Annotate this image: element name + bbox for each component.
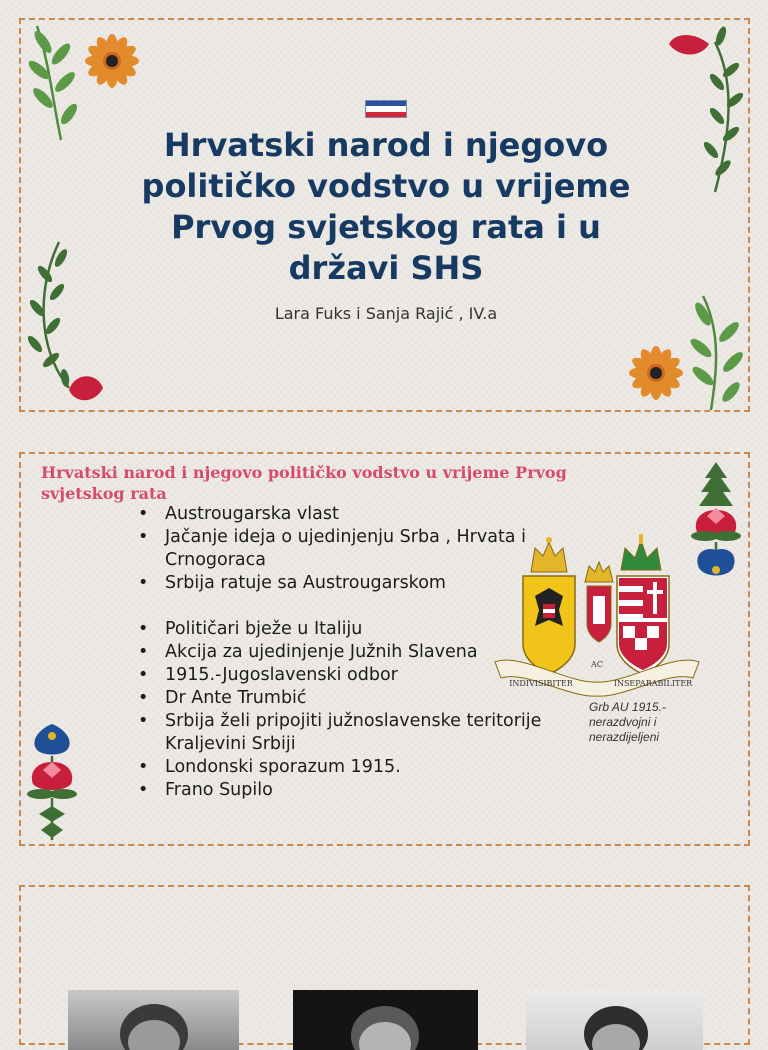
list-item: • Političari bježe u Italiju [138,618,578,641]
vine-with-red-bud-icon [23,238,105,410]
portrait-photo [293,990,478,1050]
list-item: • Srbija ratuje sa Austrougarskom [138,572,578,595]
title-slide[interactable] [19,18,750,412]
yugoslav-flag-icon [365,100,407,118]
portrait-silhouette-icon [526,990,703,1050]
content-slide[interactable] [19,452,750,846]
orange-flower-icon [83,32,141,90]
leaf-sprig-icon [23,22,85,142]
portrait-silhouette-icon [293,990,478,1050]
vine-with-red-bud-icon [665,22,749,202]
coat-of-arms-icon [489,534,705,704]
folk-flower-icon [23,722,81,846]
list-item: • Dr Ante Trumbić [138,687,578,710]
motto-middle: AC [591,660,603,669]
portrait-photo [68,990,239,1050]
list-item: • Londonski sporazum 1915. [138,756,578,779]
image-caption: Grb AU 1915.- nerazdvojni i nerazdijeljeni [589,700,666,744]
portrait-photo [526,990,703,1050]
folk-flower-icon [687,458,745,582]
list-item: • 1915.-Jugoslavenski odbor [138,664,578,687]
list-item: • Frano Supilo [138,779,578,802]
list-item: • Srbija želi pripojiti južnoslavenske teritorije Kraljevini Srbiji [138,710,578,756]
motto-left: INDIVISIBITER [509,679,573,688]
orange-flower-icon [627,344,685,402]
list-item: • Akcija za ujedinjenje Južnih Slavena [138,641,578,664]
flag-stripe-red [366,112,406,117]
motto-right: INSEPARABILITER [613,679,693,688]
list-item: • Jačanje ideja o ujedinjenju Srba , Hrvata i Crnogoraca [138,526,578,572]
slide-heading: Hrvatski narod i njegovo političko vodstvo u vrijeme Prvog svjetskog rata [41,463,567,503]
page-title: Hrvatski narod i njegovo političko vodstvo u vrijeme Prvog svjetskog rata i u državi SHS [141,126,631,287]
authors-subtitle: Lara Fuks i Sanja Rajić , IV.a [274,304,498,323]
leaf-sprig-icon [687,292,749,412]
list-item: • Austrougarska vlast [138,503,578,526]
portrait-silhouette-icon [68,990,239,1050]
photos-slide[interactable] [19,885,750,1045]
